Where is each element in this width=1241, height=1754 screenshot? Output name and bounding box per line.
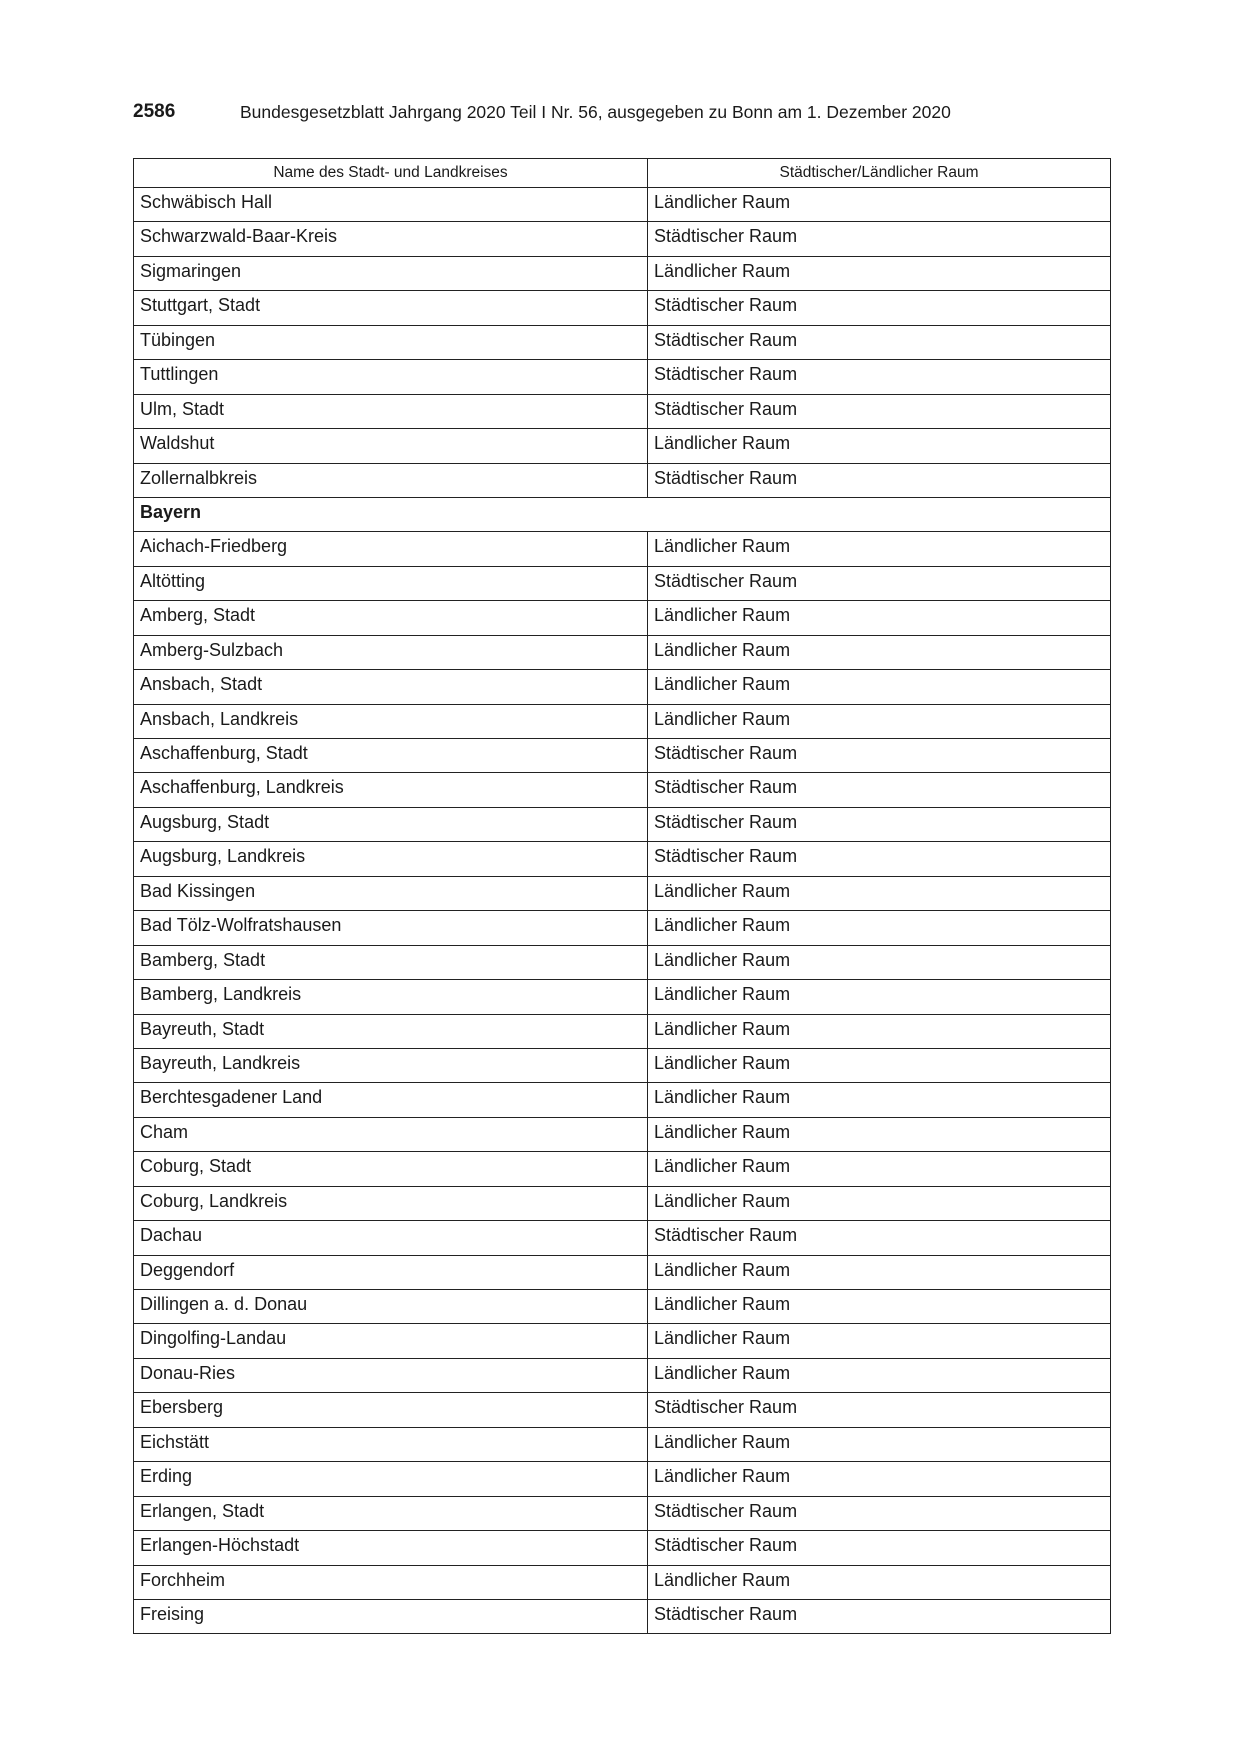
table-row — [134, 1152, 1111, 1186]
table-row — [134, 429, 1111, 463]
district-name: Coburg, Landkreis — [134, 1186, 648, 1220]
area-type: Städtischer Raum — [648, 1496, 1111, 1530]
district-name: Coburg, Stadt — [134, 1152, 648, 1186]
table-row — [134, 601, 1111, 635]
table-header-row — [134, 159, 1111, 188]
table-row — [134, 1221, 1111, 1255]
group-heading: Bayern — [134, 497, 1111, 531]
area-type: Städtischer Raum — [648, 842, 1111, 876]
area-type: Ländlicher Raum — [648, 1152, 1111, 1186]
district-name: Schwarzwald-Baar-Kreis — [134, 222, 648, 256]
district-name: Dachau — [134, 1221, 648, 1255]
area-type: Ländlicher Raum — [648, 635, 1111, 669]
running-header — [133, 99, 1110, 125]
table-row — [134, 463, 1111, 497]
area-type: Städtischer Raum — [648, 463, 1111, 497]
district-name: Forchheim — [134, 1565, 648, 1599]
district-name: Sigmaringen — [134, 256, 648, 290]
district-name: Dingolfing-Landau — [134, 1324, 648, 1358]
district-name: Donau-Ries — [134, 1358, 648, 1392]
table-row — [134, 532, 1111, 566]
district-name: Ulm, Stadt — [134, 394, 648, 428]
district-name: Altötting — [134, 566, 648, 600]
district-name: Bayreuth, Stadt — [134, 1014, 648, 1048]
table-row — [134, 980, 1111, 1014]
page-number: 2586 — [133, 101, 176, 122]
column-header-type: Städtischer/Ländlicher Raum — [648, 159, 1111, 188]
area-type: Ländlicher Raum — [648, 1048, 1111, 1082]
table-row — [134, 876, 1111, 910]
table-header — [134, 159, 1111, 188]
district-name: Ebersberg — [134, 1393, 648, 1427]
table-row — [134, 1358, 1111, 1392]
table-row — [134, 1048, 1111, 1082]
district-name: Ansbach, Stadt — [134, 670, 648, 704]
area-type: Ländlicher Raum — [648, 1565, 1111, 1599]
district-name: Berchtesgadener Land — [134, 1083, 648, 1117]
district-name: Aschaffenburg, Stadt — [134, 739, 648, 773]
area-type: Ländlicher Raum — [648, 1186, 1111, 1220]
table-row — [134, 188, 1111, 222]
table-row — [134, 739, 1111, 773]
table-row — [134, 704, 1111, 738]
area-type: Ländlicher Raum — [648, 1117, 1111, 1151]
district-name: Erding — [134, 1462, 648, 1496]
group-row — [134, 497, 1111, 531]
table-row — [134, 566, 1111, 600]
area-type: Städtischer Raum — [648, 773, 1111, 807]
district-name: Erlangen, Stadt — [134, 1496, 648, 1530]
district-name: Augsburg, Landkreis — [134, 842, 648, 876]
area-type: Ländlicher Raum — [648, 1255, 1111, 1289]
area-type: Ländlicher Raum — [648, 429, 1111, 463]
area-type: Städtischer Raum — [648, 360, 1111, 394]
table-row — [134, 256, 1111, 290]
district-name: Aichach-Friedberg — [134, 532, 648, 566]
table-row — [134, 291, 1111, 325]
area-type: Ländlicher Raum — [648, 670, 1111, 704]
table-row — [134, 1117, 1111, 1151]
table-row — [134, 325, 1111, 359]
area-type: Städtischer Raum — [648, 222, 1111, 256]
district-name: Dillingen a. d. Donau — [134, 1290, 648, 1324]
table-row — [134, 670, 1111, 704]
district-name: Bamberg, Stadt — [134, 945, 648, 979]
table-row — [134, 1083, 1111, 1117]
area-type: Ländlicher Raum — [648, 532, 1111, 566]
area-type: Städtischer Raum — [648, 1599, 1111, 1633]
table-row — [134, 1565, 1111, 1599]
table-body — [134, 188, 1111, 1634]
district-name: Cham — [134, 1117, 648, 1151]
table-row — [134, 1324, 1111, 1358]
table-row — [134, 1393, 1111, 1427]
table-row — [134, 1427, 1111, 1461]
district-name: Zollernalbkreis — [134, 463, 648, 497]
table-row — [134, 1255, 1111, 1289]
area-type: Städtischer Raum — [648, 807, 1111, 841]
area-type: Städtischer Raum — [648, 394, 1111, 428]
area-type: Ländlicher Raum — [648, 1290, 1111, 1324]
district-name: Erlangen-Höchstadt — [134, 1531, 648, 1565]
area-type: Ländlicher Raum — [648, 911, 1111, 945]
area-type: Städtischer Raum — [648, 739, 1111, 773]
table-row — [134, 842, 1111, 876]
table-row — [134, 360, 1111, 394]
area-type: Ländlicher Raum — [648, 1427, 1111, 1461]
area-type: Ländlicher Raum — [648, 1324, 1111, 1358]
area-type: Städtischer Raum — [648, 566, 1111, 600]
area-type: Ländlicher Raum — [648, 256, 1111, 290]
table-row — [134, 1531, 1111, 1565]
district-name: Tuttlingen — [134, 360, 648, 394]
district-name: Bad Kissingen — [134, 876, 648, 910]
area-type: Städtischer Raum — [648, 325, 1111, 359]
table-row — [134, 945, 1111, 979]
district-name: Bayreuth, Landkreis — [134, 1048, 648, 1082]
district-name: Freising — [134, 1599, 648, 1633]
column-header-name: Name des Stadt- und Landkreises — [134, 159, 648, 188]
area-type: Ländlicher Raum — [648, 1462, 1111, 1496]
table-row — [134, 1186, 1111, 1220]
district-name: Augsburg, Stadt — [134, 807, 648, 841]
table-row — [134, 1462, 1111, 1496]
area-type: Ländlicher Raum — [648, 601, 1111, 635]
district-table — [133, 158, 1111, 1634]
table-row — [134, 911, 1111, 945]
area-type: Ländlicher Raum — [648, 945, 1111, 979]
area-type: Ländlicher Raum — [648, 704, 1111, 738]
area-type: Ländlicher Raum — [648, 1358, 1111, 1392]
district-name: Ansbach, Landkreis — [134, 704, 648, 738]
district-name: Aschaffenburg, Landkreis — [134, 773, 648, 807]
table-row — [134, 222, 1111, 256]
district-name: Amberg, Stadt — [134, 601, 648, 635]
gazette-title: Bundesgesetzblatt Jahrgang 2020 Teil I Nr. 56, ausgegeben zu Bonn am 1. Dezember 2020 — [240, 102, 951, 122]
district-name: Schwäbisch Hall — [134, 188, 648, 222]
district-name: Waldshut — [134, 429, 648, 463]
table-row — [134, 1599, 1111, 1633]
table-row — [134, 773, 1111, 807]
area-type: Städtischer Raum — [648, 1393, 1111, 1427]
table-row — [134, 394, 1111, 428]
area-type: Ländlicher Raum — [648, 1083, 1111, 1117]
district-name: Bamberg, Landkreis — [134, 980, 648, 1014]
table-row — [134, 1290, 1111, 1324]
area-type: Ländlicher Raum — [648, 188, 1111, 222]
area-type: Ländlicher Raum — [648, 876, 1111, 910]
district-name: Tübingen — [134, 325, 648, 359]
district-name: Bad Tölz-Wolfratshausen — [134, 911, 648, 945]
district-name: Deggendorf — [134, 1255, 648, 1289]
table-row — [134, 1014, 1111, 1048]
area-type: Städtischer Raum — [648, 1221, 1111, 1255]
district-name: Stuttgart, Stadt — [134, 291, 648, 325]
district-name: Eichstätt — [134, 1427, 648, 1461]
area-type: Ländlicher Raum — [648, 980, 1111, 1014]
area-type: Städtischer Raum — [648, 1531, 1111, 1565]
district-name: Amberg-Sulzbach — [134, 635, 648, 669]
table-row — [134, 1496, 1111, 1530]
area-type: Ländlicher Raum — [648, 1014, 1111, 1048]
area-type: Städtischer Raum — [648, 291, 1111, 325]
table-row — [134, 807, 1111, 841]
table-row — [134, 635, 1111, 669]
